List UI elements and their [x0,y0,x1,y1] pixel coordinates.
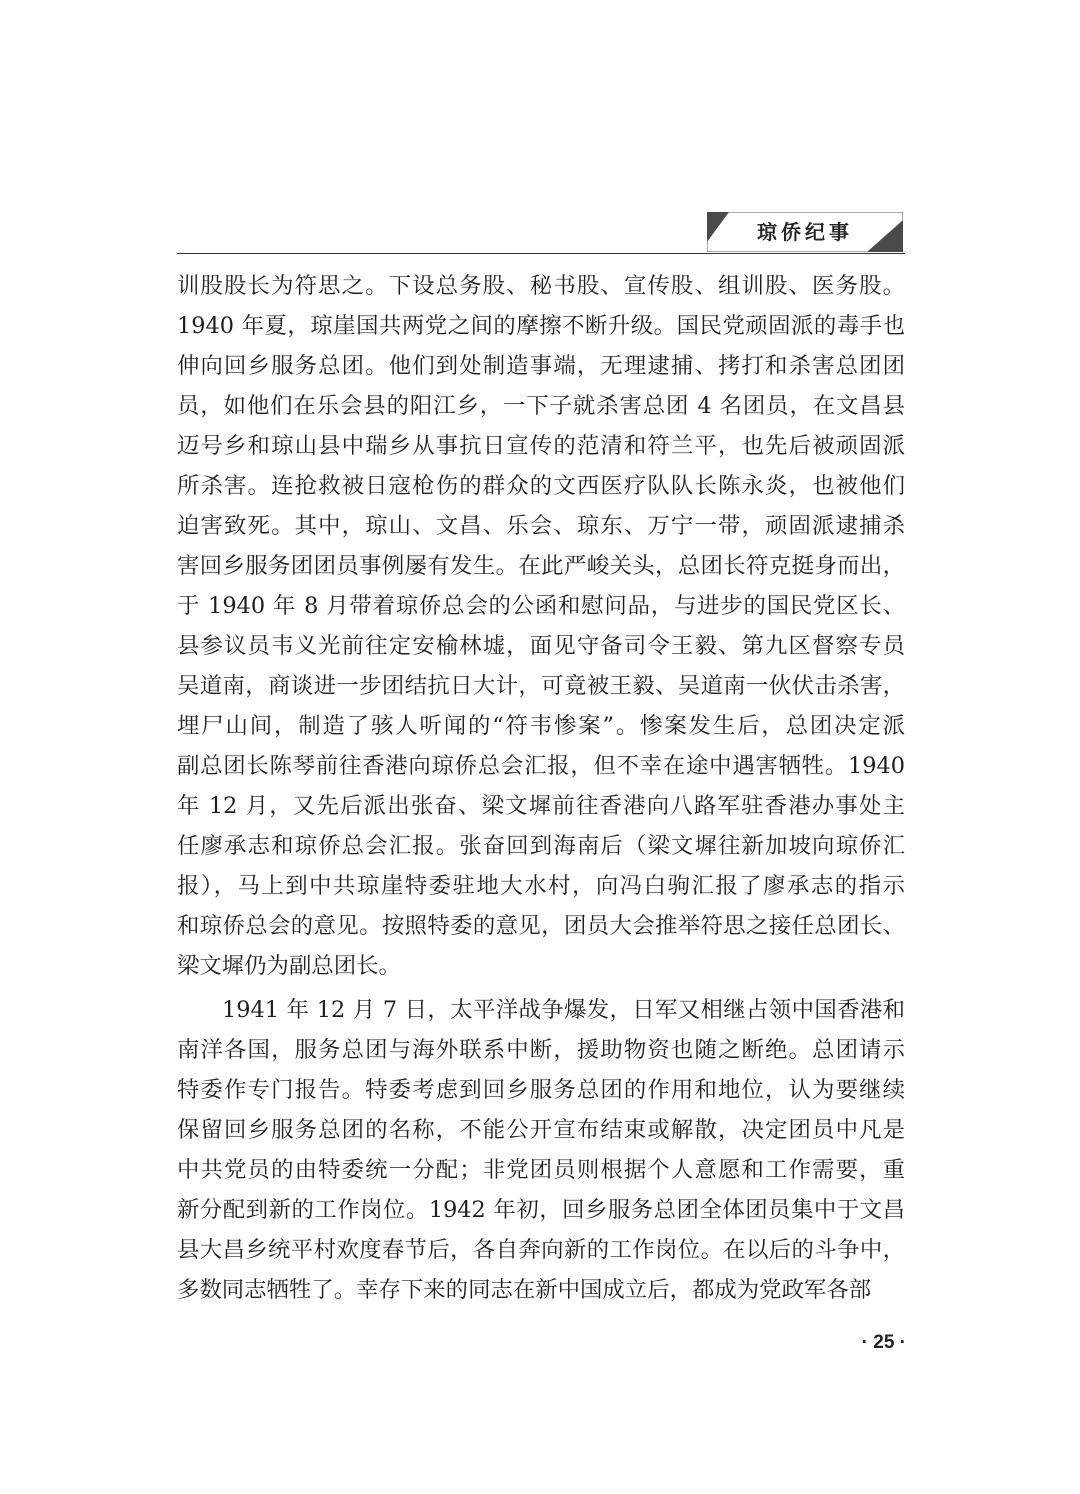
text-line: 伸向回乡服务总团。他们到处制造事端，无理逮捕、拷打和杀害总团团 [177,353,905,379]
page-number: · 25 · [861,1332,906,1353]
text-line: 吴道南，商谈进一步团结抗日大计，可竟被王毅、吴道南一伙伏击杀害， [177,673,905,699]
text-line: 南洋各国，服务总团与海外联系中断，援助物资也随之断绝。总团请示 [177,1037,905,1063]
text-line: 副总团长陈琴前往香港向琼侨总会汇报，但不幸在途中遇害牺牲。1940 [177,753,905,779]
text-line: 迈号乡和琼山县中瑞乡从事抗日宣传的范清和符兰平，也先后被顽固派 [177,433,905,459]
text-line: 所杀害。连抢救被日寇枪伤的群众的文西医疗队队长陈永炎，也被他们 [177,473,905,499]
text-line: 员，如他们在乐会县的阳江乡，一下子就杀害总团 4 名团员，在文昌县 [177,393,905,419]
text-line: 县参议员韦义光前往定安榆林墟，面见守备司令王毅、第九区督察专员 [177,633,905,659]
text-line: 新分配到新的工作岗位。1942 年初，回乡服务总团全体团员集中于文昌 [177,1197,905,1223]
text-line: 于 1940 年 8 月带着琼侨总会的公函和慰问品，与进步的国民党区长、 [177,593,905,619]
text-line: 年 12 月，又先后派出张奋、梁文墀前往香港向八路军驻香港办事处主 [177,793,905,819]
text-line: 中共党员的由特委统一分配；非党团员则根据个人意愿和工作需要，重 [177,1157,905,1183]
text-line: 1940 年夏，琼崖国共两党之间的摩擦不断升级。国民党顽固派的毒手也 [177,313,905,339]
text-line: 1941 年 12 月 7 日，太平洋战争爆发，日军又相继占领中国香港和 [222,997,905,1023]
body-text [177,266,905,1310]
text-line: 训股股长为符思之。下设总务股、秘书股、宣传股、组训股、医务股。 [177,273,905,299]
text-line: 县大昌乡统平村欢度春节后，各自奔向新的工作岗位。在以后的斗争中， [177,1237,905,1263]
header-divider [177,253,905,254]
text-line: 多数同志牺牲了。幸存下来的同志在新中国成立后，都成为党政军各部 [177,1277,872,1303]
text-line: 保留回乡服务总团的名称，不能公开宣布结束或解散，决定团员中凡是 [177,1117,905,1143]
text-line: 迫害致死。其中，琼山、文昌、乐会、琼东、万宁一带，顽固派逮捕杀 [177,513,905,539]
text-line: 埋尸山间，制造了骇人听闻的“符韦惨案”。惨案发生后，总团决定派 [177,713,905,739]
text-line: 任廖承志和琼侨总会汇报。张奋回到海南后（梁文墀往新加坡向琼侨汇 [177,833,905,859]
running-header [177,208,905,254]
text-line: 梁文墀仍为副总团长。 [177,953,401,979]
paragraph [177,990,905,1310]
text-line: 特委作专门报告。特委考虑到回乡服务总团的作用和地位，认为要继续 [177,1077,905,1103]
text-line: 害回乡服务团团员事例屡有发生。在此严峻关头，总团长符克挺身而出， [177,553,905,579]
text-line: 和琼侨总会的意见。按照特委的意见，团员大会推举符思之接任总团长、 [177,913,905,939]
header-title: 琼侨纪事 [757,220,853,244]
header-title-tab [707,212,903,252]
paragraph [177,266,905,986]
text-line: 报），马上到中共琼崖特委驻地大水村，向冯白驹汇报了廖承志的指示 [177,873,905,899]
